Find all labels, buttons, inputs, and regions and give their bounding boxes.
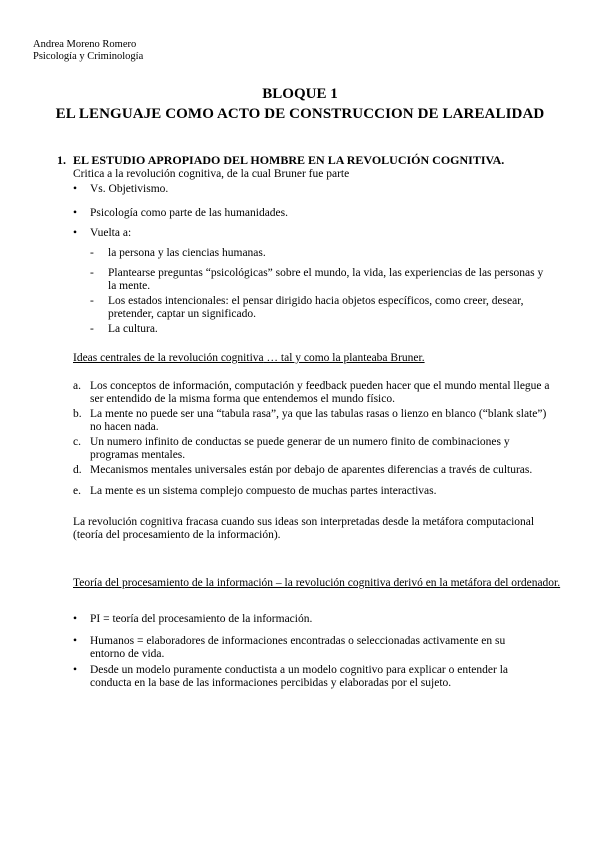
item-letter: a. (73, 380, 81, 392)
sub-list-item: la persona y las ciencias humanas. (108, 247, 266, 259)
bullet-marker: • (73, 207, 78, 219)
section-number: 1. (57, 153, 66, 167)
idea-item: La mente no puede ser una “tabula rasa”, ya que las tabulas rasas o lienzo en blanco (“blank slate”) no hacen nada. (90, 408, 547, 433)
sub-list-item: Los estados intencionales: el pensar dirigido hacia objetos específicos, como creer, desear, pretender, captar un significado. (108, 295, 524, 320)
idea-item: Mecanismos mentales universales están por debajo de aparentes diferencias a través de culturas. (90, 464, 533, 476)
item-letter: e. (73, 485, 81, 497)
list-item: Humanos = elaboradores de informaciones encontradas o seleccionadas activamente en su entorno de vida. (90, 635, 506, 660)
dash-marker: - (90, 323, 94, 335)
item-letter: d. (73, 464, 82, 476)
list-item: Vuelta a: (90, 227, 132, 239)
ideas-conclusion: La revolución cognitiva fracasa cuando sus ideas son interpretadas desde la metáfora computacional (teoría del procesamiento de la información). (73, 516, 535, 541)
idea-item: Un numero infinito de conductas se puede generar de un numero finito de combinaciones y programas mentales. (90, 436, 510, 461)
section-heading (57, 153, 504, 168)
list-item: Desde un modelo puramente conductista a un modelo cognitivo para explicar o entender la conducta en la base de las informaciones percibidas y elaboradas por el sujeto. (90, 664, 509, 689)
idea-item: La mente es un sistema complejo compuesto de muchas partes interactivas. (90, 485, 437, 497)
sub-list-item: Plantearse preguntas “psicológicas” sobre el mundo, la vida, las experiencias de las personas y la mente. (108, 267, 544, 292)
block-title: BLOQUE 1 (262, 86, 338, 102)
item-letter: c. (73, 436, 81, 448)
idea-item: Los conceptos de información, computación y feedback pueden hacer que el mundo mental llegue a ser entendido de la misma forma que entendemos el mundo físico. (90, 380, 550, 405)
item-letter: b. (73, 408, 82, 420)
bullet-marker: • (73, 183, 78, 195)
course-name: Psicología y Criminología (33, 51, 144, 62)
ideas-heading (73, 352, 563, 365)
theory-heading: Teoría del procesamiento de la información – la revolución cognitiva derivó en la metáfora del ordenador. (73, 577, 561, 589)
section-heading-text: EL ESTUDIO APROPIADO DEL HOMBRE EN LA REVOLUCIÓN COGNITIVA. (73, 153, 505, 167)
main-title: EL LENGUAJE COMO ACTO DE CONSTRUCCION DE LAREALIDAD (55, 106, 545, 122)
dash-marker: - (90, 247, 94, 259)
sub-list-item: La cultura. (108, 323, 158, 335)
ideas-heading-rest: … tal y como la planteaba Bruner. (263, 352, 425, 364)
author-name: Andrea Moreno Romero (33, 39, 137, 50)
author-header (33, 39, 143, 63)
list-item: PI = teoría del procesamiento de la información. (90, 613, 313, 625)
bullet-marker: • (73, 664, 78, 676)
list-item: Vs. Objetivismo. (90, 183, 169, 195)
dash-marker: - (90, 267, 94, 279)
list-item: Psicología como parte de las humanidades. (90, 207, 289, 219)
section-intro: Critica a la revolución cognitiva, de la cual Bruner fue parte (73, 168, 350, 180)
bullet-marker: • (73, 635, 78, 647)
dash-marker: - (90, 295, 94, 307)
bullet-marker: • (73, 613, 78, 625)
ideas-heading-underlined: Ideas centrales de la revolución cognitiva (73, 352, 264, 364)
bullet-marker: • (73, 227, 78, 239)
